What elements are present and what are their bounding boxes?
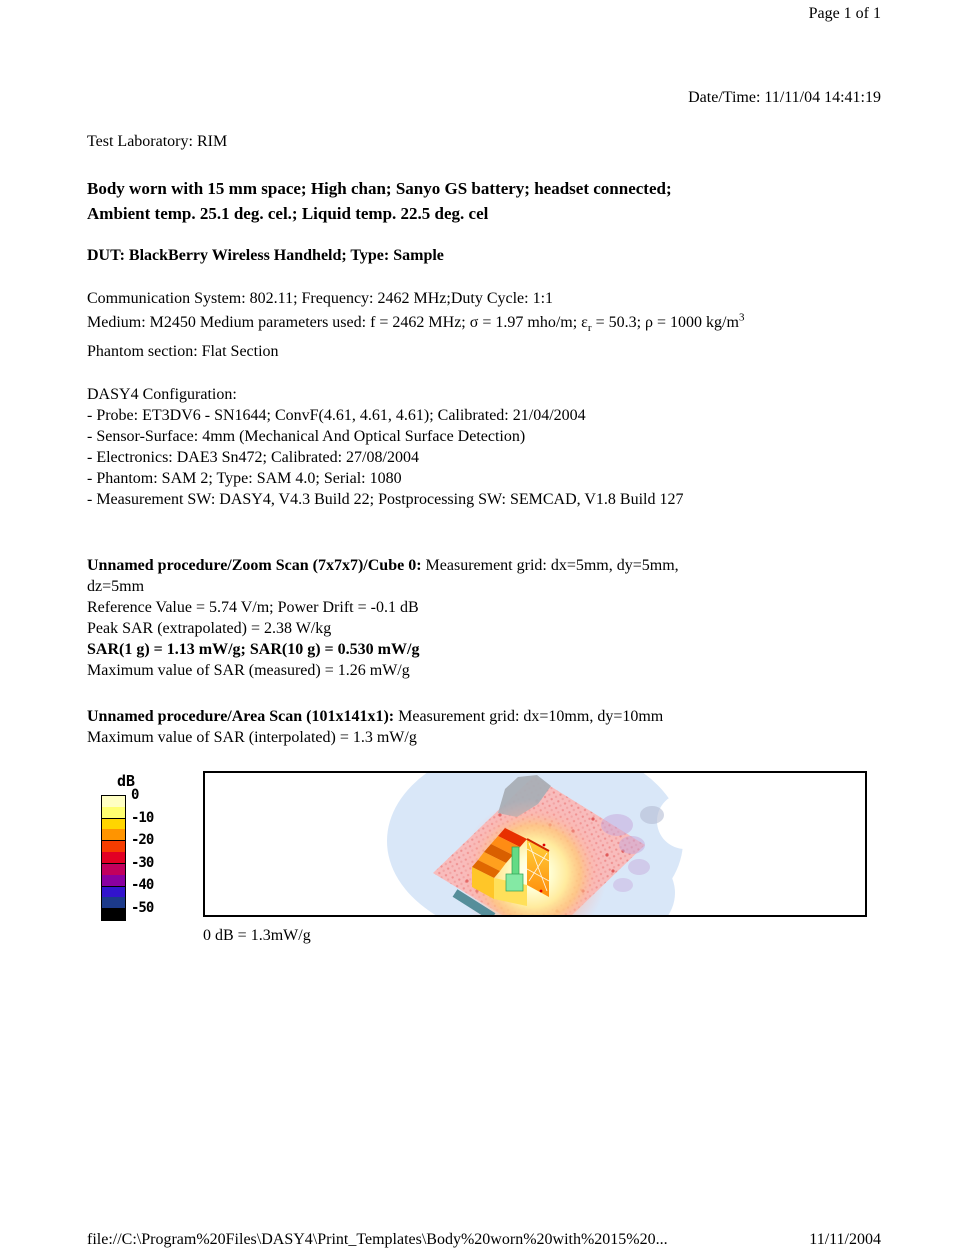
max-sar-measured-line: Maximum value of SAR (measured) = 1.26 mW/g — [87, 662, 410, 679]
legend-tick: -50 — [131, 900, 154, 916]
zoom-scan-heading-bold: Unnamed procedure/Zoom Scan (7x7x7)/Cube 0: — [87, 557, 422, 574]
medium-text: Medium: M2450 Medium parameters used: f = 2462 MHz; σ = 1.97 mho/m; ε — [87, 314, 588, 331]
report-title-line1: Body worn with 15 mm space; High chan; Sanyo GS battery; headset connected; — [87, 179, 672, 198]
dasy4-item: - Probe: ET3DV6 - SN1644; ConvF(4.61, 4.61, 4.61); Calibrated: 21/04/2004 — [87, 407, 586, 424]
legend-band — [102, 807, 125, 819]
area-scan-section — [87, 706, 882, 748]
dasy4-configuration — [87, 384, 683, 510]
cubed-superscript: 3 — [738, 311, 745, 324]
datetime: Date/Time: 11/11/04 14:41:19 — [688, 89, 881, 106]
db-legend — [101, 772, 181, 932]
footer-file-path: file://C:\Program%20Files\DASY4\Print_Templates\Body%20worn%20with%2015%20... — [87, 1231, 668, 1248]
dasy4-item: - Phantom: SAM 2; Type: SAM 4.0; Serial: 1080 — [87, 470, 402, 487]
medium-text-2: = 50.3; ρ = 1000 kg/m — [591, 314, 739, 331]
area-scan-heading-bold: Unnamed procedure/Area Scan (101x141x1): — [87, 708, 395, 725]
area-scan-heading — [87, 706, 882, 727]
page-number: Page 1 of 1 — [808, 5, 881, 22]
footer — [87, 1231, 881, 1249]
dasy4-heading: DASY4 Configuration: — [87, 386, 237, 403]
peak-sar-line: Peak SAR (extrapolated) = 2.38 W/kg — [87, 620, 332, 637]
legend-colorbar — [101, 795, 126, 921]
dasy4-item: - Electronics: DAE3 Sn472; Calibrated: 27/08/2004 — [87, 449, 419, 466]
legend-tick: -10 — [131, 810, 154, 826]
legend-tick: -40 — [131, 877, 154, 893]
legend-band — [102, 852, 125, 864]
dasy4-item: - Measurement SW: DASY4, V4.3 Build 22; Postprocessing SW: SEMCAD, V1.8 Build 127 — [87, 491, 684, 508]
plot-caption: 0 dB = 1.3mW/g — [203, 927, 311, 944]
area-scan-plot-frame — [203, 771, 867, 917]
area-scan-plot — [205, 773, 865, 915]
dasy4-item: - Sensor-Surface: 4mm (Mechanical And Optical Surface Detection) — [87, 428, 526, 445]
zoom-scan-grid-wrap: dz=5mm — [87, 578, 145, 595]
legend-tick: -30 — [131, 855, 154, 871]
communication-line: Communication System: 802.11; Frequency: 2462 MHz;Duty Cycle: 1:1 — [87, 290, 554, 307]
legend-unit-label: dB — [117, 772, 136, 790]
test-laboratory: Test Laboratory: RIM — [87, 133, 228, 150]
legend-band — [102, 864, 125, 875]
zoom-scan-heading — [87, 555, 882, 576]
dut-line: DUT: BlackBerry Wireless Handheld; Type: Sample — [87, 247, 444, 264]
legend-band — [102, 909, 125, 920]
epsilon-subscript: r — [587, 322, 592, 335]
footer-date: 11/11/2004 — [809, 1231, 881, 1248]
legend-band — [102, 819, 125, 830]
zoom-scan-grid: Measurement grid: dx=5mm, dy=5mm, — [421, 557, 679, 574]
legend-band — [102, 796, 125, 807]
legend-band — [102, 887, 125, 898]
max-sar-interpolated-line: Maximum value of SAR (interpolated) = 1.3 mW/g — [87, 729, 417, 746]
area-scan-grid: Measurement grid: dx=10mm, dy=10mm — [394, 708, 664, 725]
legend-band — [102, 841, 125, 852]
reference-value-line: Reference Value = 5.74 V/m; Power Drift = -0.1 dB — [87, 599, 419, 616]
legend-tick: 0 — [131, 787, 139, 803]
phantom-line: Phantom section: Flat Section — [87, 343, 279, 360]
medium-line — [87, 312, 744, 333]
legend-tick: -20 — [131, 832, 154, 848]
legend-band — [102, 897, 125, 909]
zoom-scan-section — [87, 555, 882, 681]
report-title-line2: Ambient temp. 25.1 deg. cel.; Liquid temp. 22.5 deg. cel — [87, 204, 489, 223]
sar-values-line: SAR(1 g) = 1.13 mW/g; SAR(10 g) = 0.530 mW/g — [87, 641, 420, 658]
legend-band — [102, 829, 125, 841]
legend-band — [102, 875, 125, 887]
report-title — [87, 176, 867, 226]
